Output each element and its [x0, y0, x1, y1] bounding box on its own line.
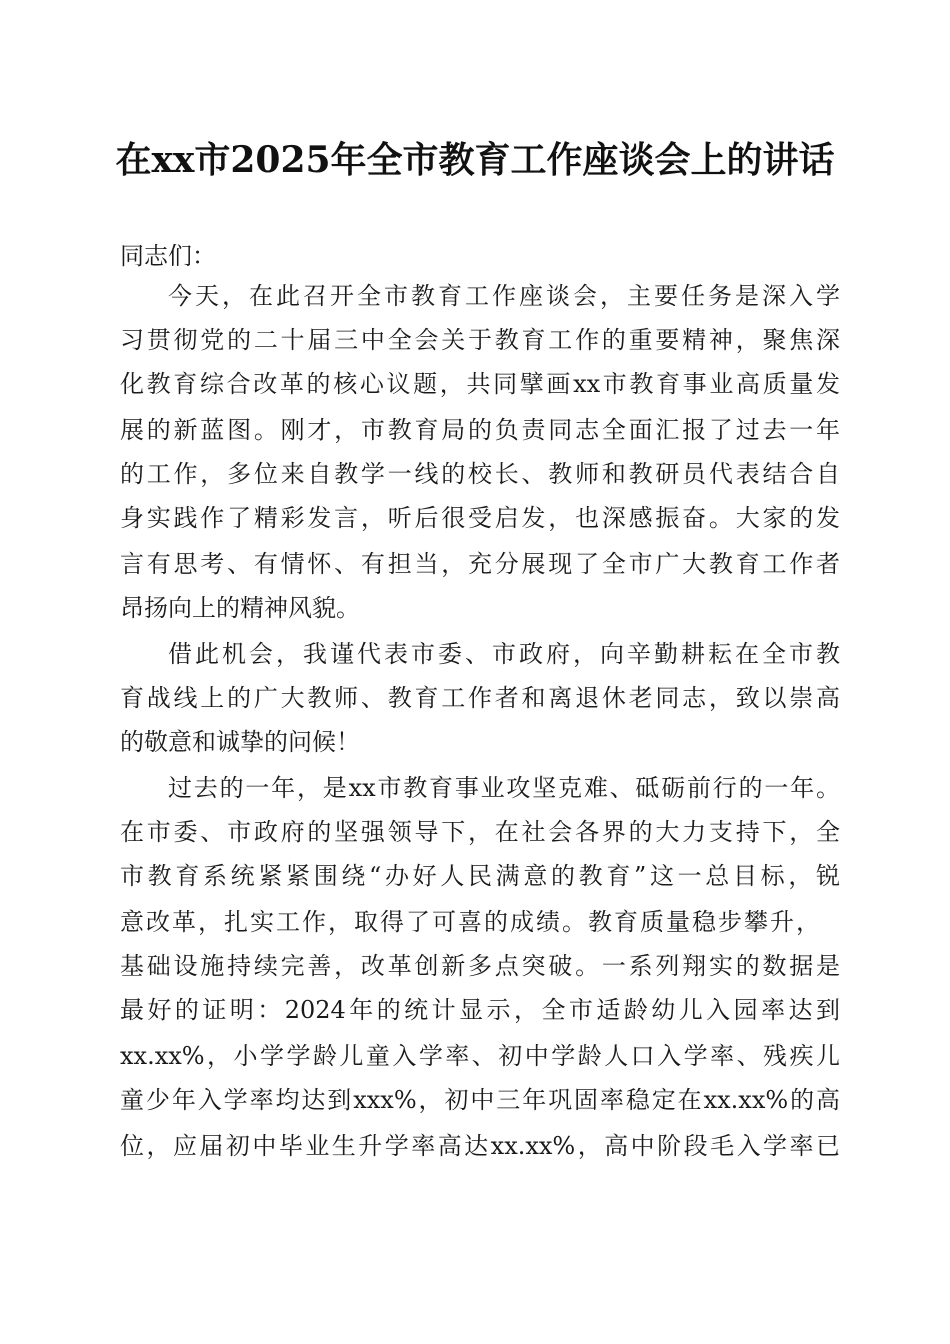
- paragraph-3-line-8: 童少年入学率均达到xxx%，初中三年巩固率稳定在xx.xx%的高: [120, 1086, 840, 1114]
- document-title: 在xx市2025年全市教育工作座谈会上的讲话: [115, 139, 835, 181]
- paragraph-2-line-3: 的敬意和诚挚的问候！: [120, 728, 360, 756]
- paragraph-3-line-6: 最好的证明：2024年的统计显示，全市适龄幼儿入园率达到: [120, 996, 840, 1024]
- paragraph-3-line-1: 过去的一年，是xx市教育事业攻坚克难、砥砺前行的一年。: [168, 774, 840, 802]
- paragraph-3-line-9: 位，应届初中毕业生升学率高达xx.xx%，高中阶段毛入学率已: [120, 1132, 840, 1160]
- paragraph-1-line-5: 的工作，多位来自教学一线的校长、教师和教研员代表结合自: [120, 460, 840, 488]
- paragraph-2-line-1: 借此机会，我谨代表市委、市政府，向辛勤耕耘在全市教: [168, 640, 840, 668]
- paragraph-2-line-2: 育战线上的广大教师、教育工作者和离退休老同志，致以崇高: [120, 684, 840, 712]
- paragraph-1-line-8: 昂扬向上的精神风貌。: [120, 594, 360, 622]
- paragraph-3-line-2: 在市委、市政府的坚强领导下，在社会各界的大力支持下，全: [120, 818, 840, 846]
- paragraph-3-line-4: 意改革，扎实工作，取得了可喜的成绩。教育质量稳步攀升，: [120, 908, 820, 936]
- paragraph-3-line-5: 基础设施持续完善，改革创新多点突破。一系列翔实的数据是: [120, 952, 840, 980]
- paragraph-1-line-7: 言有思考、有情怀、有担当，充分展现了全市广大教育工作者: [120, 550, 840, 578]
- salutation: 同志们：: [120, 242, 216, 270]
- paragraph-1-line-1: 今天，在此召开全市教育工作座谈会，主要任务是深入学: [168, 282, 840, 310]
- paragraph-1-line-6: 身实践作了精彩发言，听后很受启发，也深感振奋。大家的发: [120, 504, 840, 532]
- paragraph-1-line-3: 化教育综合改革的核心议题，共同擘画xx市教育事业高质量发: [120, 370, 840, 398]
- paragraph-1-line-2: 习贯彻党的二十届三中全会关于教育工作的重要精神，聚焦深: [120, 326, 840, 354]
- paragraph-3-line-3: 市教育系统紧紧围绕“办好人民满意的教育”这一总目标，锐: [120, 862, 840, 890]
- paragraph-1-line-4: 展的新蓝图。刚才，市教育局的负责同志全面汇报了过去一年: [120, 416, 840, 444]
- paragraph-3-line-7: xx.xx%，小学学龄儿童入学率、初中学龄人口入学率、残疾儿: [120, 1042, 840, 1070]
